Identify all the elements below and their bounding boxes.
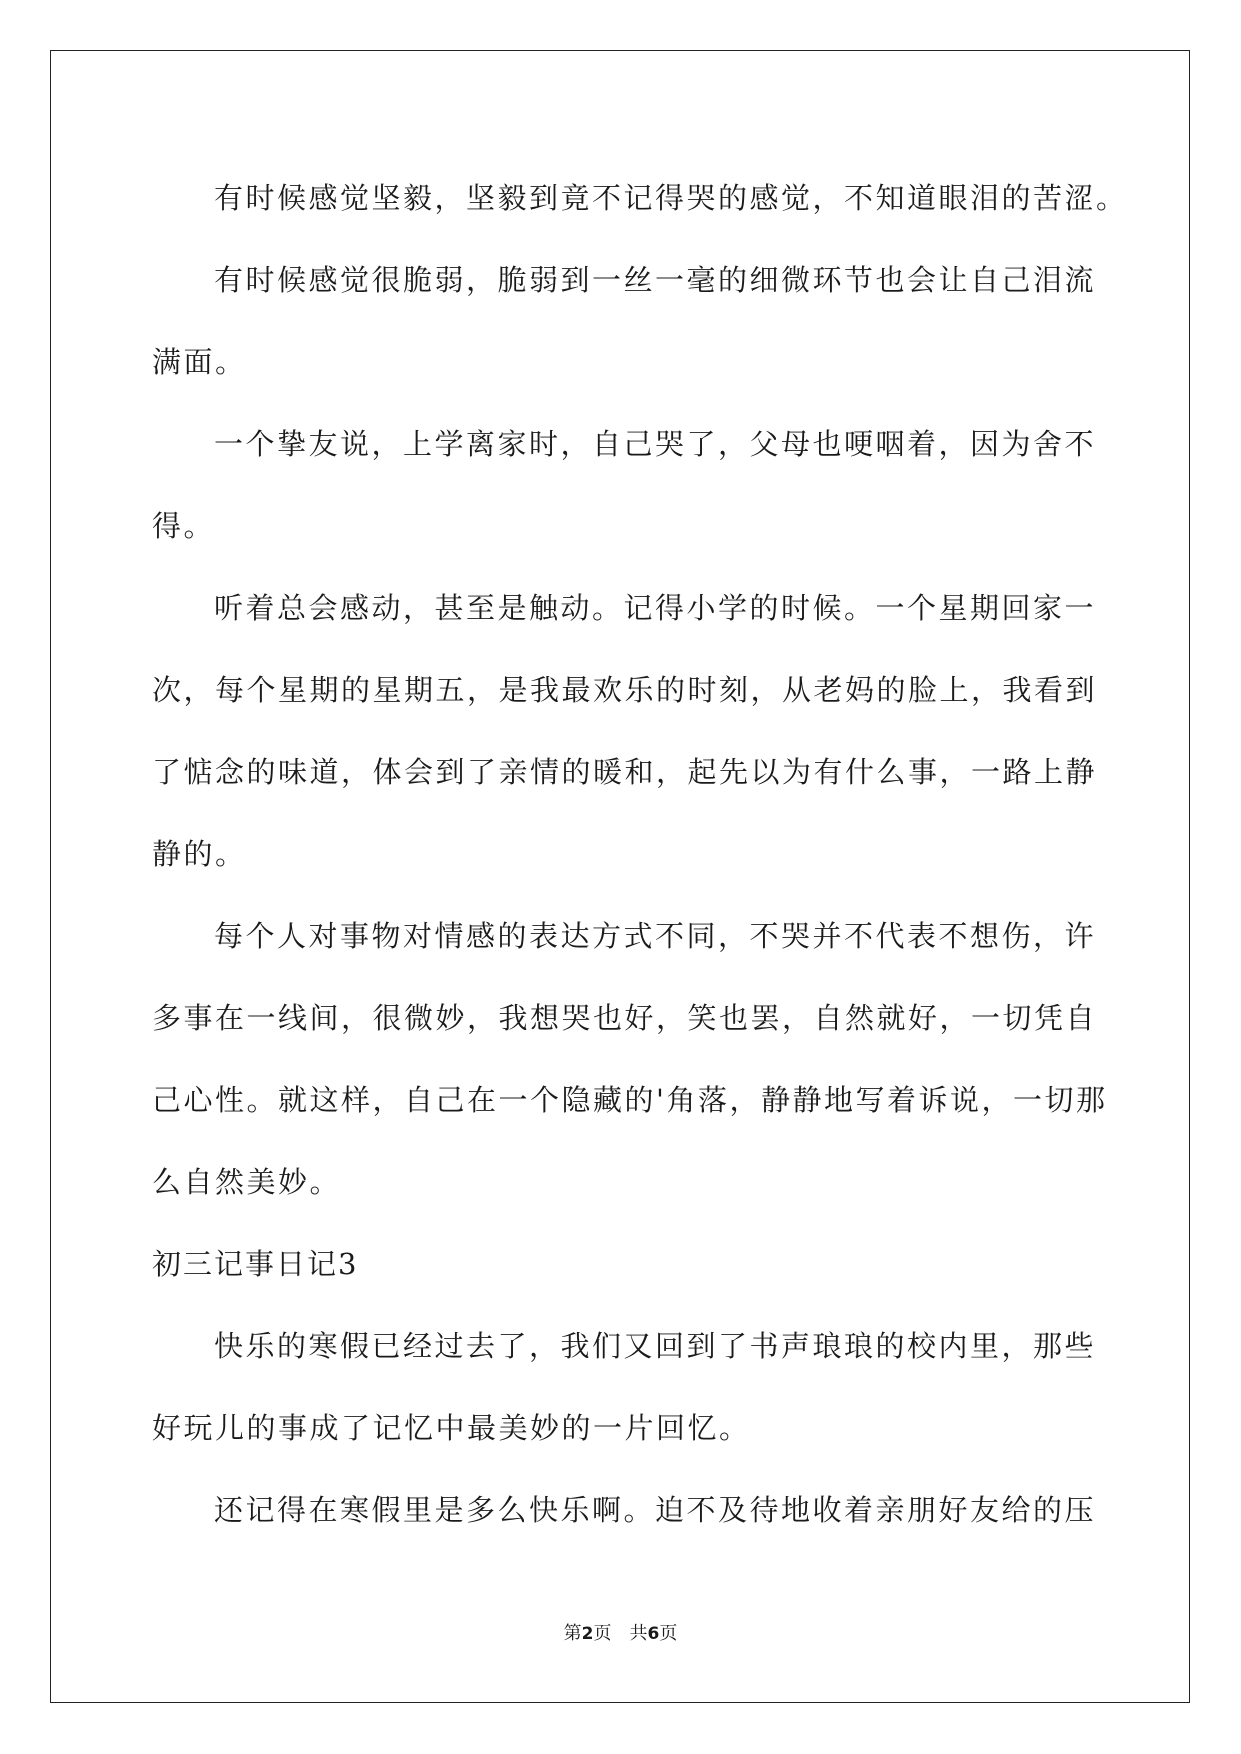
text-line: 快乐的寒假已经过去了，我们又回到了书声琅琅的校内里，那些: [214, 1329, 1097, 1363]
text-line: 好玩儿的事成了记忆中最美妙的一片回忆。: [152, 1411, 751, 1445]
text-line: 次，每个星期的星期五，是我最欢乐的时刻，从老妈的脸上，我看到: [152, 673, 1098, 707]
text-line: 有时候感觉很脆弱，脆弱到一丝一毫的细微环节也会让自己泪流: [214, 263, 1097, 297]
text-line: 了惦念的味道，体会到了亲情的暖和，起先以为有什么事，一路上静: [152, 755, 1098, 789]
page-current-number: 2: [581, 1624, 594, 1644]
page-mid: 页 共: [593, 1623, 648, 1644]
text-line: 己心性。就这样，自己在一个隐藏的'角落，静静地写着诉说，一切那: [152, 1083, 1108, 1117]
text-line: 多事在一线间，很微妙，我想哭也好，笑也罢，自然就好，一切凭自: [152, 1001, 1098, 1035]
text-line: 有时候感觉坚毅，坚毅到竟不记得哭的感觉，不知道眼泪的苦涩。: [214, 181, 1128, 215]
page-prefix: 第: [563, 1623, 582, 1644]
page-suffix: 页: [659, 1623, 678, 1644]
text-line: 么自然美妙。: [152, 1165, 342, 1199]
section-heading: 初三记事日记3: [152, 1247, 359, 1281]
text-line: 静的。: [152, 837, 247, 871]
text-line: 每个人对事物对情感的表达方式不同，不哭并不代表不想伤，许: [214, 919, 1097, 953]
text-line: 得。: [152, 509, 216, 543]
page-total-number: 6: [647, 1624, 660, 1644]
text-line: 听着总会感动，甚至是触动。记得小学的时候。一个星期回家一: [214, 591, 1097, 625]
text-line: 一个挚友说，上学离家时，自己哭了，父母也哽咽着，因为舍不: [214, 427, 1097, 461]
text-line: 还记得在寒假里是多么快乐啊。迫不及待地收着亲朋好友给的压: [214, 1493, 1097, 1527]
text-line: 满面。: [152, 345, 247, 379]
document-body: [152, 157, 1128, 1551]
page-footer: [0, 1622, 1241, 1646]
